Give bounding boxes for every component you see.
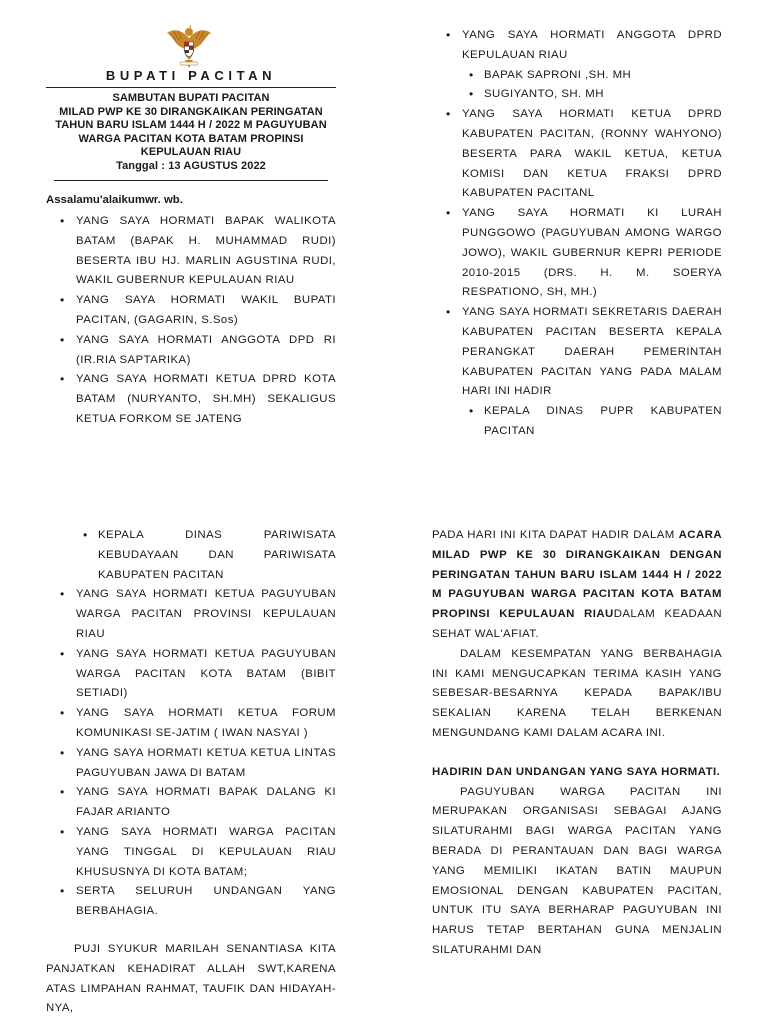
letter-heading bbox=[46, 68, 336, 181]
list-item: • YANG SAYA HORMATI KETUA DPRD KABUPATEN PACITAN, (RONNY WAHYONO) BESERTA PARA WAKIL KETUA, KETUA KOMISI DAN KETUA FRAKSI DPRD KABUPATEN PACITANL bbox=[432, 105, 722, 204]
paragraph: DALAM KESEMPATAN YANG BERBAHAGIA INI KAMI MENGUCAPKAN TERIMA KASIH YANG SEBESAR-BESARNYA KEPADA BAPAK/IBU SEKALIAN KARENA TELAH BERKENAN MENGUNDANG KAMI DALAM ACARA INI. bbox=[432, 647, 722, 739]
list-item: • YANG SAYA HORMATI ANGGOTA DPD RI (IR.RIA SAPTARIKA) bbox=[46, 331, 336, 371]
list-item: • YANG SAYA HORMATI KI LURAH PUNGGOWO (PAGUYUBAN AMONG WARGO JOWO), WAKIL GUBERNUR KEPRI PERIODE 2010-2015 (DRS. H. M. SOERYA RESPATIONO, SH, MH.) bbox=[432, 204, 722, 303]
sub-list-item: • SUGIYANTO, SH. MH bbox=[432, 85, 722, 105]
top-left-column bbox=[46, 212, 336, 430]
speech-title-line: SAMBUTAN BUPATI PACITAN bbox=[112, 92, 270, 104]
heading-rule bbox=[46, 87, 336, 88]
paragraph: PAGUYUBAN WARGA PACITAN INI MERUPAKAN ORGANISASI SEBAGAI AJANG SILATURAHMI BAGI WARGA PACITAN YANG BERADA DI PERANTAUAN DAN BAGI WARGA YANG MEMILIKI IKATAN BATIN MAUPUN EMOSIONAL DENGAN KABUPATEN PACITAN, UNTUK ITU SAYA BERHARAP PAGUYUBAN INI HARUS TETAP BERTAHAN GUNA MENJALIN SILATURAHMI DAN bbox=[432, 785, 722, 956]
heading-underline bbox=[54, 180, 328, 181]
bottom-right-column bbox=[432, 526, 722, 961]
list-item: • YANG SAYA HORMATI BAPAK DALANG KI FAJAR ARIANTO bbox=[46, 783, 336, 823]
list-item: • YANG SAYA HORMATI KETUA KETUA LINTAS PAGUYUBAN JAWA DI BATAM bbox=[46, 744, 336, 784]
list-item: • YANG SAYA HORMATI KETUA PAGUYUBAN WARGA PACITAN PROVINSI KEPULAUAN RIAU bbox=[46, 585, 336, 644]
top-right-column bbox=[432, 26, 722, 442]
list-item: • YANG SAYA HORMATI BAPAK WALIKOTA BATAM (BAPAK H. MUHAMMAD RUDI) BESERTA IBU HJ. MARLIN AGUSTINA RUDI, WAKIL GUBERNUR KEPULAUAN RIAU bbox=[46, 212, 336, 291]
document-page-2 bbox=[0, 512, 768, 1024]
honoree-list bbox=[46, 212, 336, 430]
list-item: • YANG SAYA HORMATI WAKIL BUPATI PACITAN, (GAGARIN, S.Sos) bbox=[46, 291, 336, 331]
speech-title bbox=[46, 92, 336, 174]
greeting: Assalamu'alaikumwr. wb. bbox=[46, 194, 183, 206]
paragraph-text: DALAM KEADAAN SEHAT WAL'AFIAT. bbox=[432, 608, 722, 640]
bottom-left-column bbox=[46, 526, 336, 1019]
event-name: ACARA MILAD PWP KE 30 DIRANGKAIKAN DENGAN PERINGATAN TAHUN BARU ISLAM 1444 H / 2022 M PAGUYUBAN WARGA PACITAN KOTA BATAM PROPINSI KEPULAUAN RIAU bbox=[432, 529, 722, 621]
list-item: • YANG SAYA HORMATI KETUA DPRD KOTA BATAM (NURYANTO, SH.MH) SEKALIGUS KETUA FORKOM SE JATENG bbox=[46, 370, 336, 429]
garuda-emblem-icon bbox=[164, 24, 214, 70]
paragraph-text: PADA HARI INI KITA DAPAT HADIR DALAM bbox=[432, 529, 679, 541]
list-item: • YANG SAYA HORMATI KETUA PAGUYUBAN WARGA PACITAN KOTA BATAM (BIBIT SETIADI) bbox=[46, 645, 336, 704]
speech-date: Tanggal : 13 AGUSTUS 2022 bbox=[116, 159, 266, 172]
sub-list-item: • KEPALA DINAS PARIWISATA KEBUDAYAAN DAN PARIWISATA KABUPATEN PACITAN bbox=[46, 526, 336, 585]
honoree-list bbox=[432, 26, 722, 442]
list-item: • SERTA SELURUH UNDANGAN YANG BERBAHAGIA. bbox=[46, 882, 336, 922]
sub-list-item: • BAPAK SAPRONI ,SH. MH bbox=[432, 66, 722, 86]
paragraph: PUJI SYUKUR MARILAH SENANTIASA KITA PANJATKAN KEHADIRAT ALLAH SWT,KARENA ATAS LIMPAHAN RAHMAT, TAUFIK DAN HIDAYAH-NYA, bbox=[46, 942, 336, 1015]
honoree-list bbox=[46, 526, 336, 922]
speech-title-line: TAHUN BARU ISLAM 1444 H / 2022 M PAGUYUBAN bbox=[55, 119, 327, 132]
section-heading: HADIRIN DAN UNDANGAN YANG SAYA HORMATI. bbox=[432, 765, 721, 778]
sub-list-item: • KEPALA DINAS PUPR KABUPATEN PACITAN bbox=[432, 402, 722, 442]
speech-title-line: KEPULAUAN RIAU bbox=[140, 146, 242, 159]
paragraph bbox=[432, 526, 722, 645]
list-item: • YANG SAYA HORMATI SEKRETARIS DAERAH KABUPATEN PACITAN BESERTA KEPALA PERANGKAT DAERAH PEMERINTAH KABUPATEN PACITAN YANG PADA MALAM HARI INI HADIR bbox=[432, 303, 722, 402]
list-item: • YANG SAYA HORMATI WARGA PACITAN YANG TINGGAL DI KEPULAUAN RIAU KHUSUSNYA DI KOTA BATAM; bbox=[46, 823, 336, 882]
office-title: BUPATI PACITAN bbox=[105, 68, 277, 83]
list-item: • YANG SAYA HORMATI ANGGOTA DPRD KEPULAUAN RIAU bbox=[432, 26, 722, 66]
list-item: • YANG SAYA HORMATI KETUA FORUM KOMUNIKASI SE-JATIM ( IWAN NASYAI ) bbox=[46, 704, 336, 744]
speech-title-line: MILAD PWP KE 30 DIRANGKAIKAN PERINGATAN bbox=[59, 105, 323, 118]
speech-title-line: WARGA PACITAN KOTA BATAM PROPINSI bbox=[78, 132, 304, 145]
